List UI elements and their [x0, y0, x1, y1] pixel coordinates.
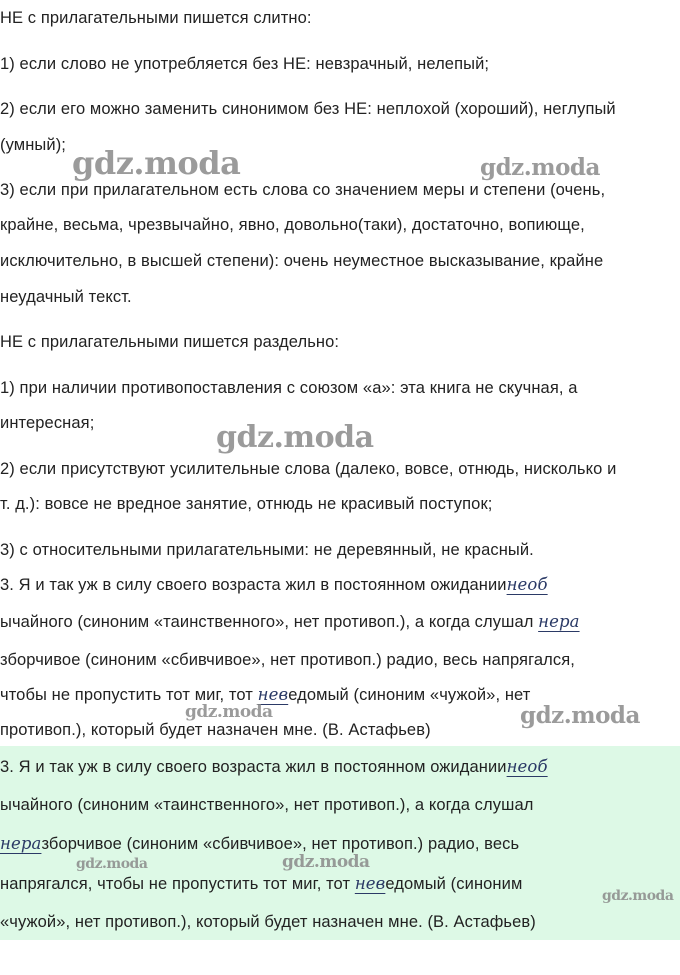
watermark: gdz.moda — [72, 144, 241, 182]
answer-line-1 — [0, 575, 548, 595]
handwritten-insert: нера — [0, 834, 42, 853]
rule1-item-2-cont: (умный); — [0, 136, 66, 154]
handwritten-insert: необ — [506, 575, 548, 594]
rule1-item-3-cont-2: исключительно, в высшей степени): очень неуместное высказывание, крайне — [0, 252, 604, 270]
answer-text: ычайного (синоним «таинственного», нет противоп.), а когда слушал — [0, 613, 539, 631]
rule1-heading: НЕ с прилагательными пишется слитно: — [0, 9, 312, 27]
watermark: gdz.moda — [216, 420, 374, 455]
answer-text: зборчивое (синоним «сбивчивое», нет противоп.) радио, весь — [41, 835, 520, 853]
answer-line-3: зборчивое (синоним «сбивчивое», нет противоп.) радио, весь напрягался, — [0, 651, 575, 669]
rule2-item-1-cont: интересная; — [0, 414, 95, 432]
handwritten-insert: нев — [354, 874, 386, 893]
rule2-item-2-cont: т. д.): вовсе не вредное занятие, отнюдь не красивый поступок; — [0, 495, 493, 513]
watermark: gdz.moda — [185, 702, 273, 722]
rule2-item-1: 1) при наличии противопоставления с союзом «а»: эта книга не скучная, а — [0, 379, 578, 397]
answer-text: 3. Я и так уж в силу своего возраста жил в постоянном ожидании — [0, 576, 507, 594]
answer-text: едомый (синоним «чужой», нет — [288, 686, 531, 704]
answer-text: напрягался, чтобы не пропустить тот миг, тот — [0, 875, 355, 893]
watermark: gdz.moda — [282, 852, 370, 872]
handwritten-insert: нев — [257, 685, 289, 704]
rule2-item-2: 2) если присутствуют усилительные слова (далеко, вовсе, отнюдь, нисколько и — [0, 460, 617, 478]
answer-text: 3. Я и так уж в силу своего возраста жил в постоянном ожидании — [0, 758, 507, 776]
rule1-item-1: 1) если слово не употребляется без НЕ: невзрачный, нелепый; — [0, 55, 490, 73]
rule2-heading: НЕ с прилагательными пишется раздельно: — [0, 333, 340, 351]
hl-answer-line-3 — [0, 834, 519, 854]
answer-text: едомый (синоним — [385, 875, 523, 893]
answer-text: чтобы не пропустить тот миг, тот — [0, 686, 258, 704]
rule2-item-3: 3) с относительными прилагательными: не деревянный, не красный. — [0, 541, 534, 559]
hl-answer-line-5: «чужой», нет противоп.), который будет назначен мне. (В. Астафьев) — [0, 913, 536, 931]
watermark: gdz.moda — [480, 154, 600, 181]
rule1-item-3: 3) если при прилагательном есть слова со значением меры и степени (очень, — [0, 181, 606, 199]
handwritten-insert: нера — [538, 612, 580, 631]
answer-line-2 — [0, 612, 580, 632]
rule1-item-2: 2) если его можно заменить синонимом без НЕ: неплохой (хороший), неглупый — [0, 100, 616, 118]
hl-answer-line-4 — [0, 874, 522, 894]
watermark: gdz.moda — [602, 888, 674, 904]
handwritten-insert: необ — [506, 757, 548, 776]
rule1-item-3-cont-1: крайне, весьма, чрезвычайно, явно, довольно(таки), достаточно, вопиюще, — [0, 216, 585, 234]
rule1-item-3-cont-3: неудачный текст. — [0, 288, 132, 306]
hl-answer-line-2: ычайного (синоним «таинственного», нет противоп.), а когда слушал — [0, 796, 534, 814]
hl-answer-line-1 — [0, 757, 548, 777]
watermark: gdz.moda — [520, 702, 640, 729]
answer-line-5: противоп.), который будет назначен мне. (В. Астафьев) — [0, 721, 431, 739]
watermark: gdz.moda — [76, 856, 148, 872]
